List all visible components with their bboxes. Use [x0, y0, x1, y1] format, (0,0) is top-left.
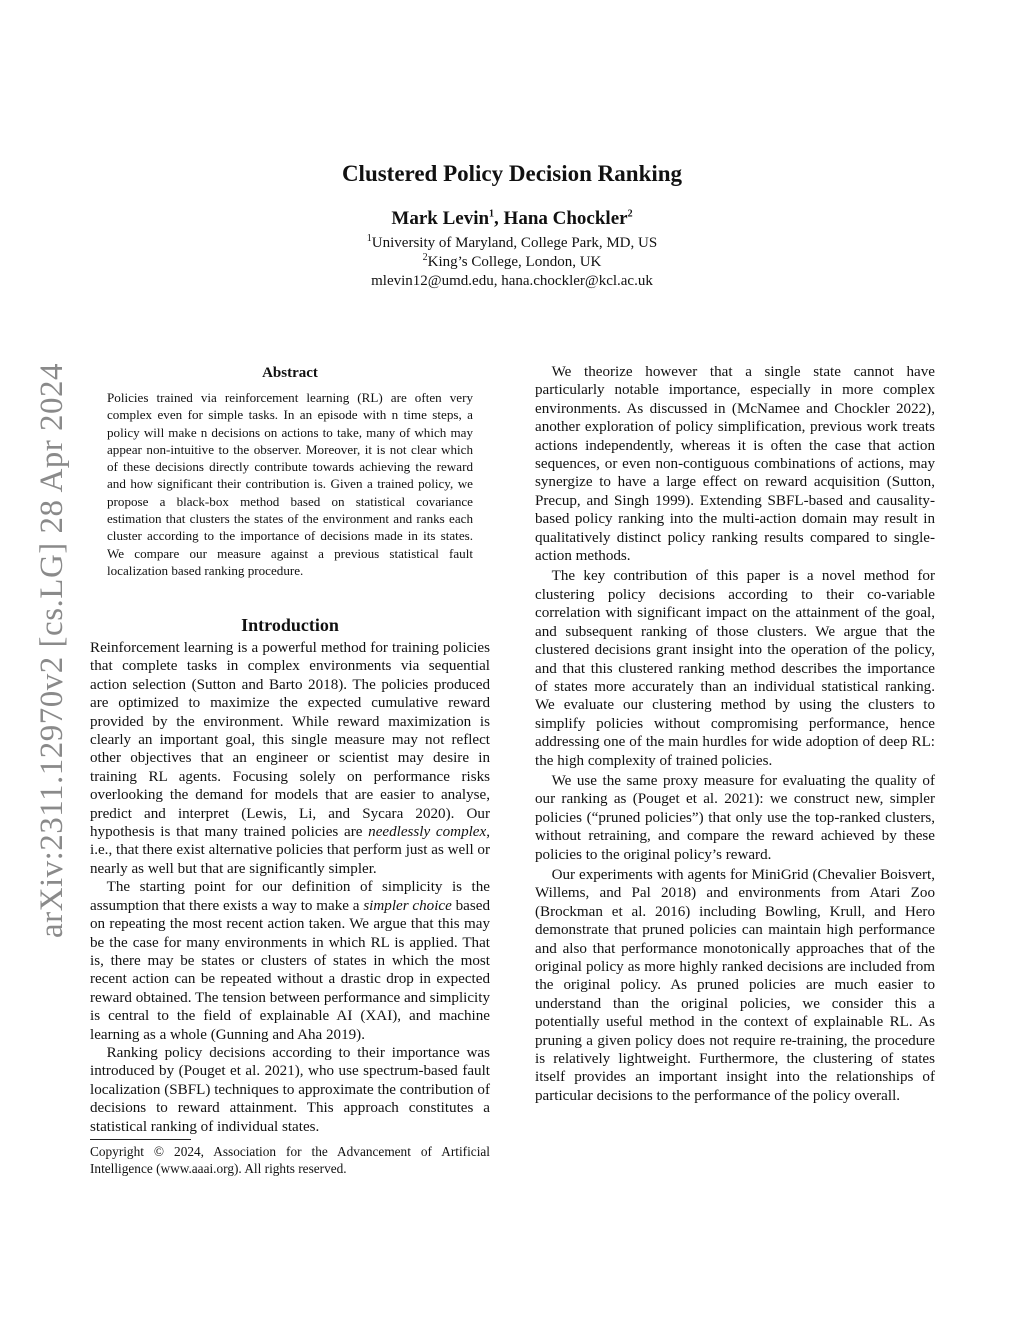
paragraph-text-continued: Ranking policy decisions according to their importance was introduced by (Pouget et al. 2021), who use spectrum-based fault localization (SBFL) techniques to approximate the contribution of decisions to reward attainment. This approach constitutes a statistical ranking of individual states.: [90, 1044, 490, 1135]
paragraph-text: The starting point for our definition of simplicity is the assumption that there exists a way to make a: [90, 879, 490, 914]
body-paragraph: The key contribution of this paper is a novel method for clustering policy decisions according to their co-variable correlation with significant impact on the attainment of the goal, and subsequent ranking of those clusters. We argue that the clustered decisions grant insight into the operation of the policy, and that this clustered ranking method describes the importance of states more accurately than an individual statistical ranking. We evaluate our clustering method by using the clusters to simplify policies without compromising performance, hence addressing one of the main hurdles for wide adoption of deep RL: the high complexity of trained policies.: [535, 568, 935, 769]
arxiv-identifier-text: arXiv:2311.12970v2 [cs.LG] 28 Apr 2024: [34, 362, 71, 938]
body-paragraph: [90, 878, 490, 1044]
paragraph-text: Reinforcement learning is a powerful method for training policies that complete tasks in complex environments via sequential action selection (Sutton and Barto 2018). The policies produced are optimized to maximize the expected cumulative reward provided by the environment. While reward maximization is clearly an important goal, this single measure may not reflect other objectives that an engineer or scientist may desire in training RL agents. Focusing solely on performance risks overlooking the demand for models that are easier to analyse, predict and interpret (Lewis, Li, and Sycara 2020). Our hypothesis is that many trained policies are: [90, 640, 490, 841]
arxiv-identifier-stamp: [28, 350, 78, 950]
body-paragraph: [90, 639, 490, 878]
abstract-section: [107, 364, 473, 579]
paper-header: [0, 159, 1024, 291]
paragraph-text: based on repeating the most recent action taken. We argue that this may be the case for many environments in which RL is applied. That is, there may be states or clusters of states in which the most recent action can be repeated without a drastic drop in expected reward obtained. The tension between performance and simplicity is central to the field of explainable AI (XAI), and machine learning as a whole (Gunning and Aha 2019).: [90, 897, 491, 1043]
author-name: Hana Chockler: [503, 208, 628, 229]
copyright-footnote: Copyright © 2024, Association for the Advancement of Artificial Intelligence (www.aaai.org). All rights reserved.: [90, 1144, 490, 1176]
author-name: Mark Levin: [391, 208, 490, 229]
paragraph-text: , i.e., that there exist alternative policies that perform just as well or nearly as well but that are significantly simpler.: [90, 824, 490, 877]
emphasized-text: simpler choice: [363, 897, 452, 914]
emphasized-text: needlessly complex: [368, 824, 487, 841]
body-paragraph: We theorize however that a single state cannot have particularly notable importance, especially in more complex environments. As discussed in (McNamee and Chockler 2022), another exploration of policy simplification, previous work treats actions independently, whereas it is often the case that action sequences, or even non-contiguous combinations of actions, may synergize to have a large effect on reward acquisition (Sutton, Precup, and Singh 1999). Extending SBFL-based and causality-based policy ranking into the multi-action domain may result in qualitatively distinct policy ranking results compared to single-action methods.: [535, 364, 935, 565]
introduction-heading: Introduction: [241, 615, 339, 635]
author-emails: mlevin12@umd.edu, hana.chockler@kcl.ac.uk: [371, 273, 653, 289]
affiliation-line: [0, 234, 1024, 253]
affiliation-text: King’s College, London, UK: [427, 254, 602, 270]
body-paragraph: We use the same proxy measure for evaluating the quality of our ranking as (Pouget et al. 2021): we construct new, simpler policies (“pruned policies”) that only use the top-ranked clusters, without retraining, and compare the reward achieved by these policies to the original policy’s reward.: [535, 772, 935, 863]
abstract-body: Policies trained via reinforcement learning (RL) are often very complex even for simple tasks. In an episode with n time steps, a policy will make n decisions on actions to take, many of which may appear non-intuitive to the observer. Moreover, it is not clear which of these decisions directly contribute towards achieving the reward and how significant their contribution is. Given a trained policy, we propose a black-box method based on statistical covariance estimation that clusters the states of the environment and ranks each cluster according to the importance of decisions made in its states. We compare our measure against a previous statistical fault localization based ranking procedure.: [107, 390, 473, 578]
introduction-right-column: [535, 361, 935, 1105]
affiliation-line: [0, 253, 1024, 272]
affiliation-mark: 2: [422, 252, 428, 263]
paper-title: Clustered Policy Decision Ranking: [341, 161, 683, 186]
body-paragraph: Our experiments with agents for MiniGrid (Chevalier Boisvert, Willems, and Pal 2018) and environments from Atari Zoo (Brockman et al. 2016) including Bowling, Krull, and Hero demonstrate that pruned policies can maintain high performance and also that performance monotonically approaches that of the original policy as more highly ranked decisions are included from the original policy. As pruned policies are much easier to understand than the original policies, we consider this a potentially useful method in the context of explainable RL. As pruning a given policy does not require re-training, the procedure is relatively lightweight. Furthermore, the clustering of states itself provides an important insight into the relationships of particular decisions to the performance of the policy overall.: [535, 866, 935, 1104]
introduction-left-column: [90, 614, 490, 1136]
affiliation-mark: 1: [366, 233, 372, 244]
affiliation-mark: 2: [627, 208, 633, 220]
affiliation-text: University of Maryland, College Park, MD, US: [371, 235, 658, 251]
footnote-divider: [90, 1139, 191, 1140]
body-paragraph: [90, 1044, 490, 1136]
author-list: [0, 207, 1024, 231]
author-separator: ,: [494, 208, 504, 229]
affiliation-mark: 1: [489, 208, 495, 220]
abstract-heading: Abstract: [262, 365, 318, 381]
